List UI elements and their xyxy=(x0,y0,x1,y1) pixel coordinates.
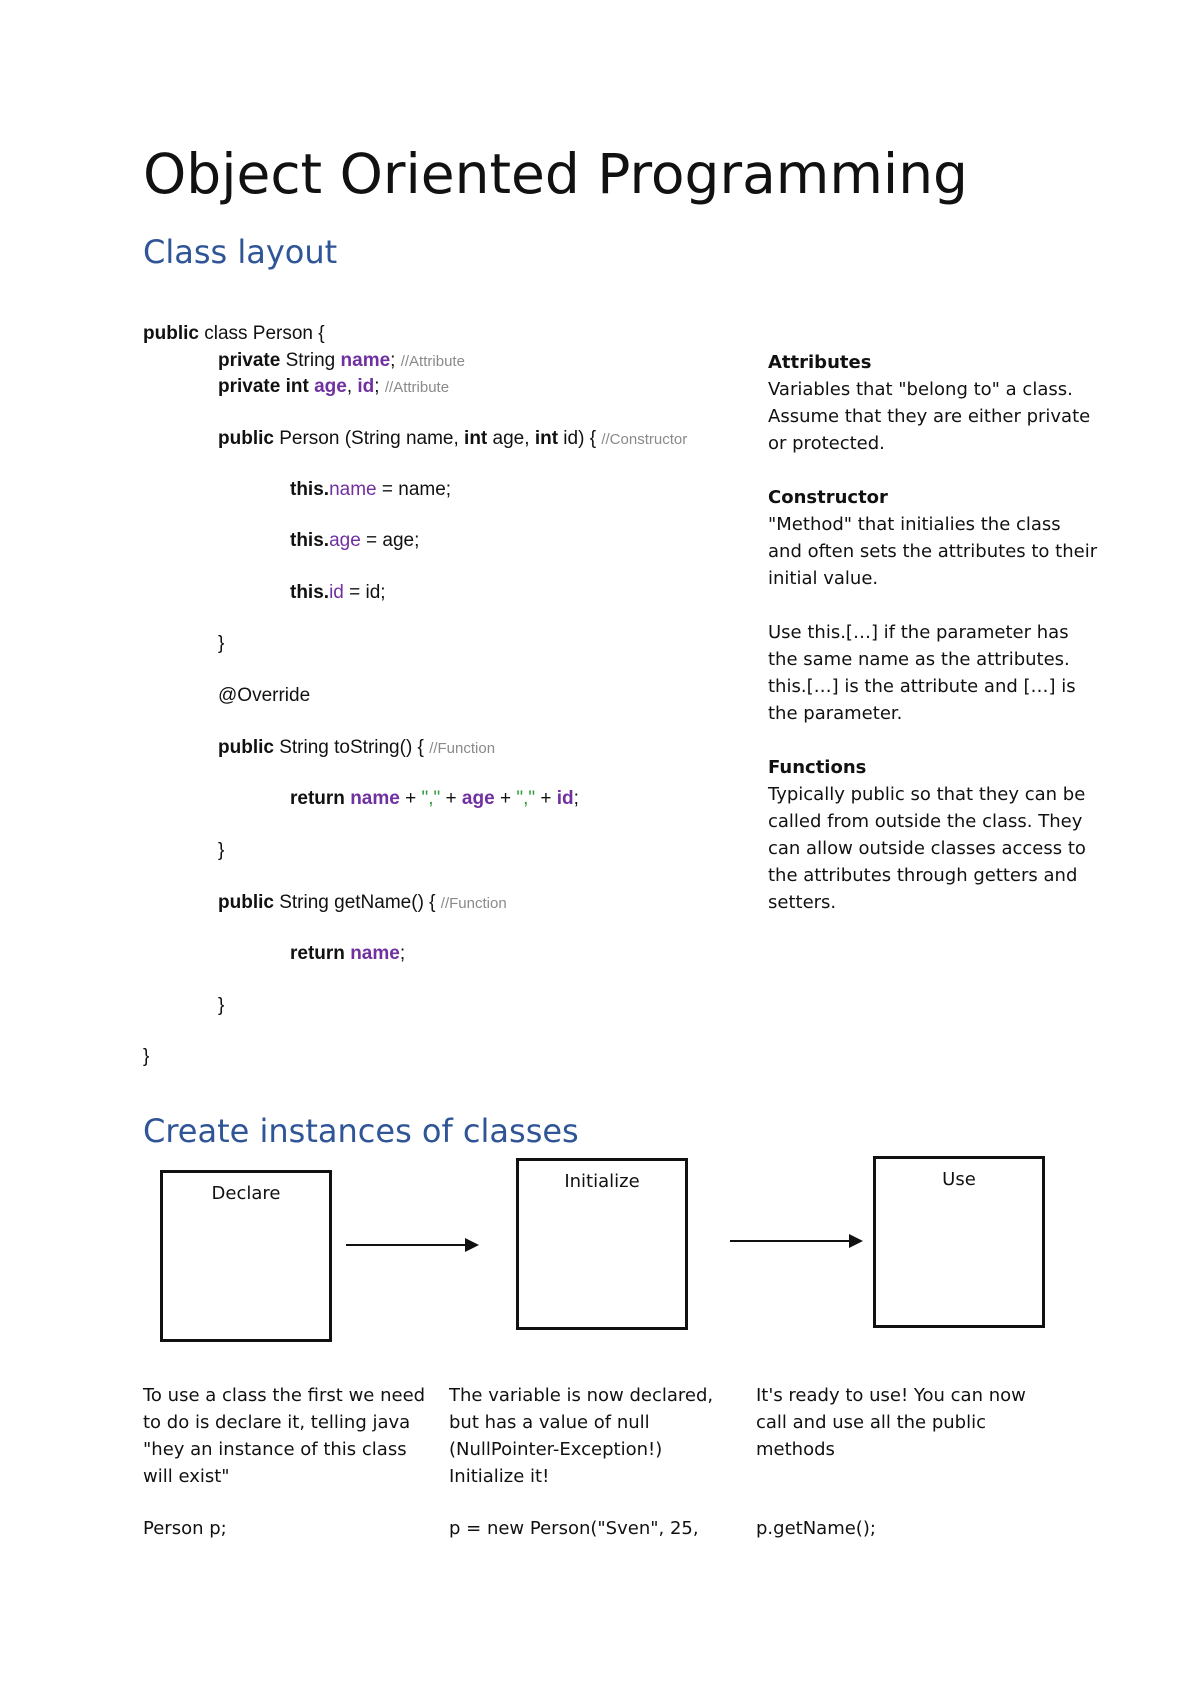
declare-code: Person p; xyxy=(143,1518,227,1539)
code-line: } xyxy=(218,840,225,861)
functions-heading: Functions xyxy=(768,757,867,778)
initialize-description-text: The variable is now declared, but has a value of null (NullPointer-Exception!) Initialize it! xyxy=(449,1385,714,1487)
declare-description-text: To use a class the first we need to do is declare it, telling java "hey an instance of this class will exist" xyxy=(143,1385,426,1487)
declare-box xyxy=(160,1170,332,1342)
arrow-head-icon xyxy=(465,1238,479,1252)
declare-label: Declare xyxy=(211,1183,281,1204)
arrow-line xyxy=(346,1244,470,1246)
declare-description xyxy=(143,1382,433,1490)
code-line: private String name; //Attribute xyxy=(218,350,465,371)
use-description-text: It's ready to use! You can now call and use all the public methods xyxy=(756,1385,1026,1460)
code-line: public Person (String name, int age, int id) { //Constructor xyxy=(218,428,688,449)
section-heading-create-instances: Create instances of classes xyxy=(143,1112,579,1150)
constructor-heading: Constructor xyxy=(768,487,888,508)
code-line: public class Person { xyxy=(143,323,325,344)
arrow-head-icon xyxy=(849,1234,863,1248)
use-box xyxy=(873,1156,1045,1328)
attributes-heading: Attributes xyxy=(768,352,872,373)
code-line: return name; xyxy=(290,943,406,964)
code-line: return name + "," + age + "," + id; xyxy=(290,788,579,809)
constructor-text: "Method" that initialies the class and often sets the attributes to their initial value. xyxy=(768,514,1098,589)
code-line: } xyxy=(143,1046,150,1067)
use-code: p.getName(); xyxy=(756,1518,876,1539)
code-line: this.name = name; xyxy=(290,479,452,500)
code-line: this.age = age; xyxy=(290,530,420,551)
initialize-label: Initialize xyxy=(564,1171,640,1192)
code-line: public String toString() { //Function xyxy=(218,737,496,758)
code-line: public String getName() { //Function xyxy=(218,892,507,913)
code-line: } xyxy=(218,633,225,654)
use-label: Use xyxy=(942,1169,976,1190)
initialize-code: p = new Person("Sven", 25, xyxy=(449,1518,699,1539)
arrow-line xyxy=(730,1240,854,1242)
code-line: @Override xyxy=(218,685,311,706)
initialize-description xyxy=(449,1382,729,1490)
attributes-text: Variables that "belong to" a class. Assume that they are either private or protected. xyxy=(768,379,1091,454)
this-explanation-text: Use this.[…] if the parameter has the same name as the attributes. this.[…] is the attribute and […] is the parameter. xyxy=(768,622,1076,724)
functions-text: Typically public so that they can be called from outside the class. They can allow outside classes access to the attributes through getters and setters. xyxy=(768,784,1086,913)
section-heading-class-layout: Class layout xyxy=(143,233,338,271)
use-description xyxy=(756,1382,1036,1463)
page-title: Object Oriented Programming xyxy=(143,142,968,206)
sidebar-notes xyxy=(768,349,1098,916)
initialize-box xyxy=(516,1158,688,1330)
code-line: private int age, id; //Attribute xyxy=(218,376,450,397)
code-line: this.id = id; xyxy=(290,582,386,603)
code-line: } xyxy=(218,995,225,1016)
